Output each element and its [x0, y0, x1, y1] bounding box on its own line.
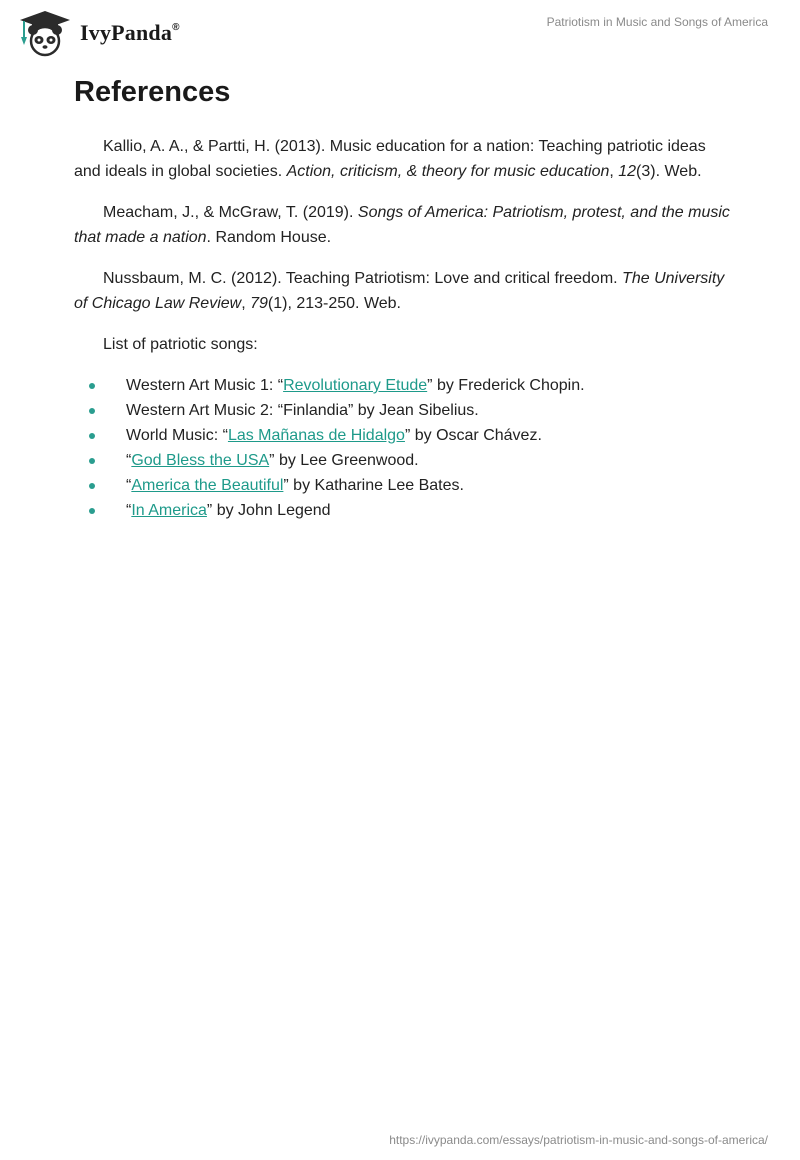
- page-title: References: [74, 76, 231, 108]
- bullet-icon: [89, 508, 95, 514]
- page-header: [0, 0, 800, 60]
- footer-source-url[interactable]: https://ivypanda.com/essays/patriotism-in-music-and-songs-of-america/: [389, 1133, 768, 1147]
- reference-entry: Nussbaum, M. C. (2012). Teaching Patriotism: Love and critical freedom. The University of Chicago Law Review, 79(1), 213-250. Web.: [74, 270, 725, 312]
- bullet-icon: [89, 483, 95, 489]
- list-item: “America the Beautiful” by Katharine Lee Bates.: [74, 473, 734, 498]
- bullet-icon: [89, 458, 95, 464]
- list-item: Western Art Music 1: “Revolutionary Etude” by Frederick Chopin.: [74, 373, 734, 398]
- bullet-icon: [89, 383, 95, 389]
- bullet-icon: [89, 433, 95, 439]
- main-content: [74, 75, 734, 523]
- song-link-god-bless-the-usa[interactable]: God Bless the USA: [131, 452, 270, 469]
- reference-entry: Kallio, A. A., & Partti, H. (2013). Music education for a nation: Teaching patriotic ideas and ideals in global societies. Action, criticism, & theory for music education, 12(3). Web.: [74, 138, 706, 180]
- song-link-in-america[interactable]: In America: [131, 502, 207, 519]
- panda-graduate-icon[interactable]: [14, 9, 76, 57]
- document-title: Patriotism in Music and Songs of America: [546, 15, 768, 29]
- list-item: World Music: “Las Mañanas de Hidalgo” by Oscar Chávez.: [74, 423, 734, 448]
- song-list-intro: List of patriotic songs:: [103, 336, 258, 353]
- song-link-america-the-beautiful[interactable]: America the Beautiful: [131, 477, 284, 494]
- bullet-icon: [89, 408, 95, 414]
- reference-entry: Meacham, J., & McGraw, T. (2019). Songs of America: Patriotism, protest, and the music that made a nation. Random House.: [74, 204, 730, 246]
- list-item: “God Bless the USA” by Lee Greenwood.: [74, 448, 734, 473]
- song-list: [74, 373, 734, 523]
- song-link-revolutionary-etude[interactable]: Revolutionary Etude: [283, 377, 428, 394]
- list-item: “In America” by John Legend: [74, 498, 734, 523]
- song-link-las-mananas-de-hidalgo[interactable]: Las Mañanas de Hidalgo: [227, 427, 405, 444]
- list-item: Western Art Music 2: “Finlandia” by Jean Sibelius.: [74, 398, 734, 423]
- brand-name[interactable]: IvyPanda®: [80, 20, 180, 45]
